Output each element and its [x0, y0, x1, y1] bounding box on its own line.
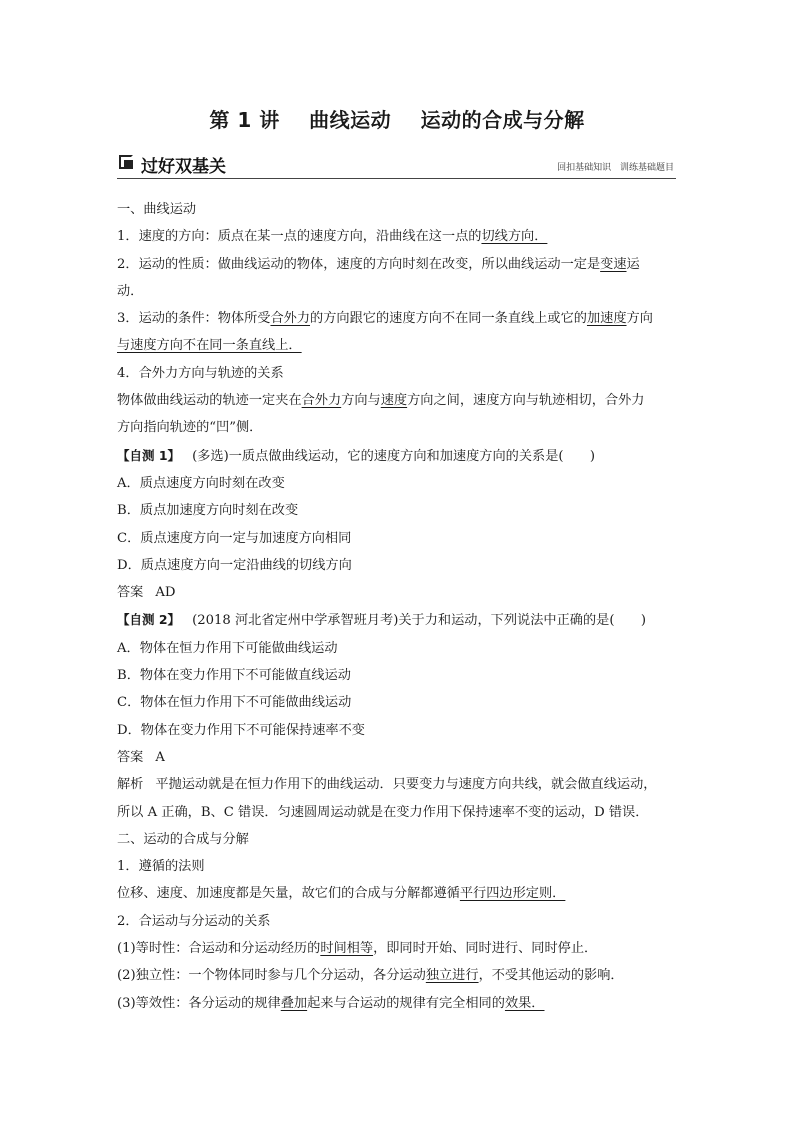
option-d: [117, 717, 679, 744]
text-run: 1．速度的方向：质点在某一点的速度方向，沿曲线在这一点的: [117, 229, 482, 245]
self-test-2: [117, 606, 679, 634]
option-c: [117, 525, 679, 552]
body-text: [117, 196, 679, 1017]
text-run: 方向: [626, 311, 653, 327]
self-test-tag: 【自测 2】: [117, 612, 181, 628]
self-test-tag: 【自测 1】: [117, 447, 181, 463]
text-run: (多选)一质点做曲线运动，它的速度方向和加速度方向的关系是( ): [192, 448, 596, 464]
blank-answer: 平行四边形定则．: [459, 886, 566, 902]
text-run: 4．合外力方向与轨迹的关系: [117, 365, 284, 381]
text-run: 3．运动的条件：物体所受: [117, 311, 271, 327]
title-part-1: 曲线运动: [309, 108, 392, 132]
blank-answer: 加速度: [586, 311, 627, 327]
text-run: B．物体在变力作用下不可能做直线运动: [117, 668, 351, 684]
option-b: [117, 497, 679, 524]
text-run: 2．合运动与分运动的关系: [117, 913, 271, 929]
point-4: [117, 360, 679, 387]
text-run: 位移、速度、加速度都是矢量，故它们的合成与分解都遵循: [117, 886, 460, 902]
heading-curve-motion: [117, 196, 679, 223]
section-subtitle-2: 训练基础题目: [619, 163, 674, 173]
text-run: 2．运动的性质：做曲线运动的物体，速度的方向时刻在改变，所以曲线运动一定是: [117, 256, 601, 272]
text-run: 物体做曲线运动的轨迹一定夹在: [117, 393, 302, 409]
text-run: 一、曲线运动: [117, 202, 197, 217]
option-b: [117, 662, 679, 689]
text-run: A．质点速度方向时刻在改变: [117, 475, 285, 491]
blank-answer: 与速度方向不在同一条直线上．: [117, 338, 302, 354]
text-run: AD: [155, 585, 176, 601]
section-title: 过好双基关: [141, 157, 226, 177]
text-run: C．质点速度方向一定与加速度方向相同: [117, 530, 352, 546]
blank-answer: 合外力: [301, 393, 342, 409]
self-test-1: [117, 442, 679, 470]
text-run: (2)独立性：一个物体同时参与几个分运动，各分运动: [117, 968, 426, 984]
blank-answer: 叠加: [280, 995, 308, 1011]
point-3-line-1: [117, 305, 679, 332]
rule-heading: [117, 853, 679, 880]
text-run: 平抛运动就是在恒力作用下的曲线运动．只要变力与速度方向共线，就会做直线运动，: [155, 777, 657, 793]
blank-answer: 切线方向．: [481, 229, 548, 245]
explanation-line-1: [117, 771, 679, 798]
answer-1: [117, 579, 679, 606]
answer-2: [117, 744, 679, 771]
explanation-line-2: [117, 799, 679, 826]
text-run: 答案: [117, 749, 144, 765]
point-3-line-2: [117, 332, 679, 359]
text-run: 方向指向轨迹的“凹”侧．: [117, 420, 263, 436]
point-1: [117, 223, 679, 250]
text-run: 所以 A 正确，B、C 错误．匀速圆周运动就是在变力作用下保持速率不变的运动，D 错误．: [117, 804, 649, 820]
text-run: (3)等效性：各分运动的规律: [117, 995, 281, 1011]
text-run: C．物体在恒力作用下不可能做曲线运动: [117, 695, 352, 711]
blank-answer: 效果．: [504, 995, 545, 1011]
option-d: [117, 552, 679, 579]
rule-text: [117, 880, 679, 907]
text-run: ，不受其他运动的影响．: [478, 968, 624, 984]
text-run: (1)等时性：合运动和分运动经历的: [117, 941, 321, 957]
option-a: [117, 635, 679, 662]
text-run: D．物体在变力作用下不可能保持速率不变: [117, 722, 365, 738]
text-run: (2018 河北省定州中学承智班月考)关于力和运动，下列说法中正确的是( ): [192, 613, 647, 629]
section-header: [117, 150, 676, 179]
text-run: B．质点加速度方向时刻在改变: [117, 503, 299, 519]
relation-1: [117, 935, 679, 962]
relation-3: [117, 990, 679, 1017]
option-a: [117, 470, 679, 497]
blank-answer: 速度: [380, 393, 408, 409]
blank-answer: 时间相等: [320, 941, 374, 957]
text-run: 动．: [117, 283, 144, 299]
option-c: [117, 689, 679, 716]
section-square-icon: [119, 155, 133, 169]
heading-composition: [117, 826, 679, 853]
section-subtitle: [557, 160, 674, 173]
text-run: 方向之间，速度方向与轨迹相切，合外力: [407, 393, 645, 409]
text-run: 1．遵循的法则: [117, 859, 205, 875]
text-run: 的方向跟它的速度方向不在同一条直线上或它的: [310, 311, 587, 327]
blank-answer: 合外力: [270, 311, 311, 327]
lesson-number: 第 1 讲: [209, 108, 280, 132]
text-run: 运: [626, 256, 640, 272]
text-run: A．物体在恒力作用下可能做曲线运动: [117, 640, 338, 656]
blank-answer: 变速: [600, 256, 627, 272]
section-subtitle-1: 回扣基础知识: [557, 163, 612, 173]
text-run: 答案: [117, 585, 144, 601]
text-run: ，即同时开始、同时进行、同时停止．: [373, 941, 598, 957]
relation-heading: [117, 908, 679, 935]
text-run: 起来与合运动的规律有完全相同的: [307, 995, 505, 1011]
text-run: 方向与: [341, 393, 381, 409]
point-2-line-2: [117, 278, 679, 305]
text-run: A: [155, 749, 165, 765]
point-2-line-1: [117, 251, 679, 278]
blank-answer: 独立进行: [425, 968, 479, 984]
title-part-2: 运动的合成与分解: [420, 108, 585, 132]
text-run: 解析: [117, 777, 144, 793]
text-run: D．质点速度方向一定沿曲线的切线方向: [117, 557, 352, 573]
point-4-text-line-1: [117, 387, 679, 414]
point-4-text-line-2: [117, 414, 679, 441]
relation-2: [117, 962, 679, 989]
page-title: [0, 104, 794, 133]
text-run: 二、运动的合成与分解: [117, 831, 249, 847]
